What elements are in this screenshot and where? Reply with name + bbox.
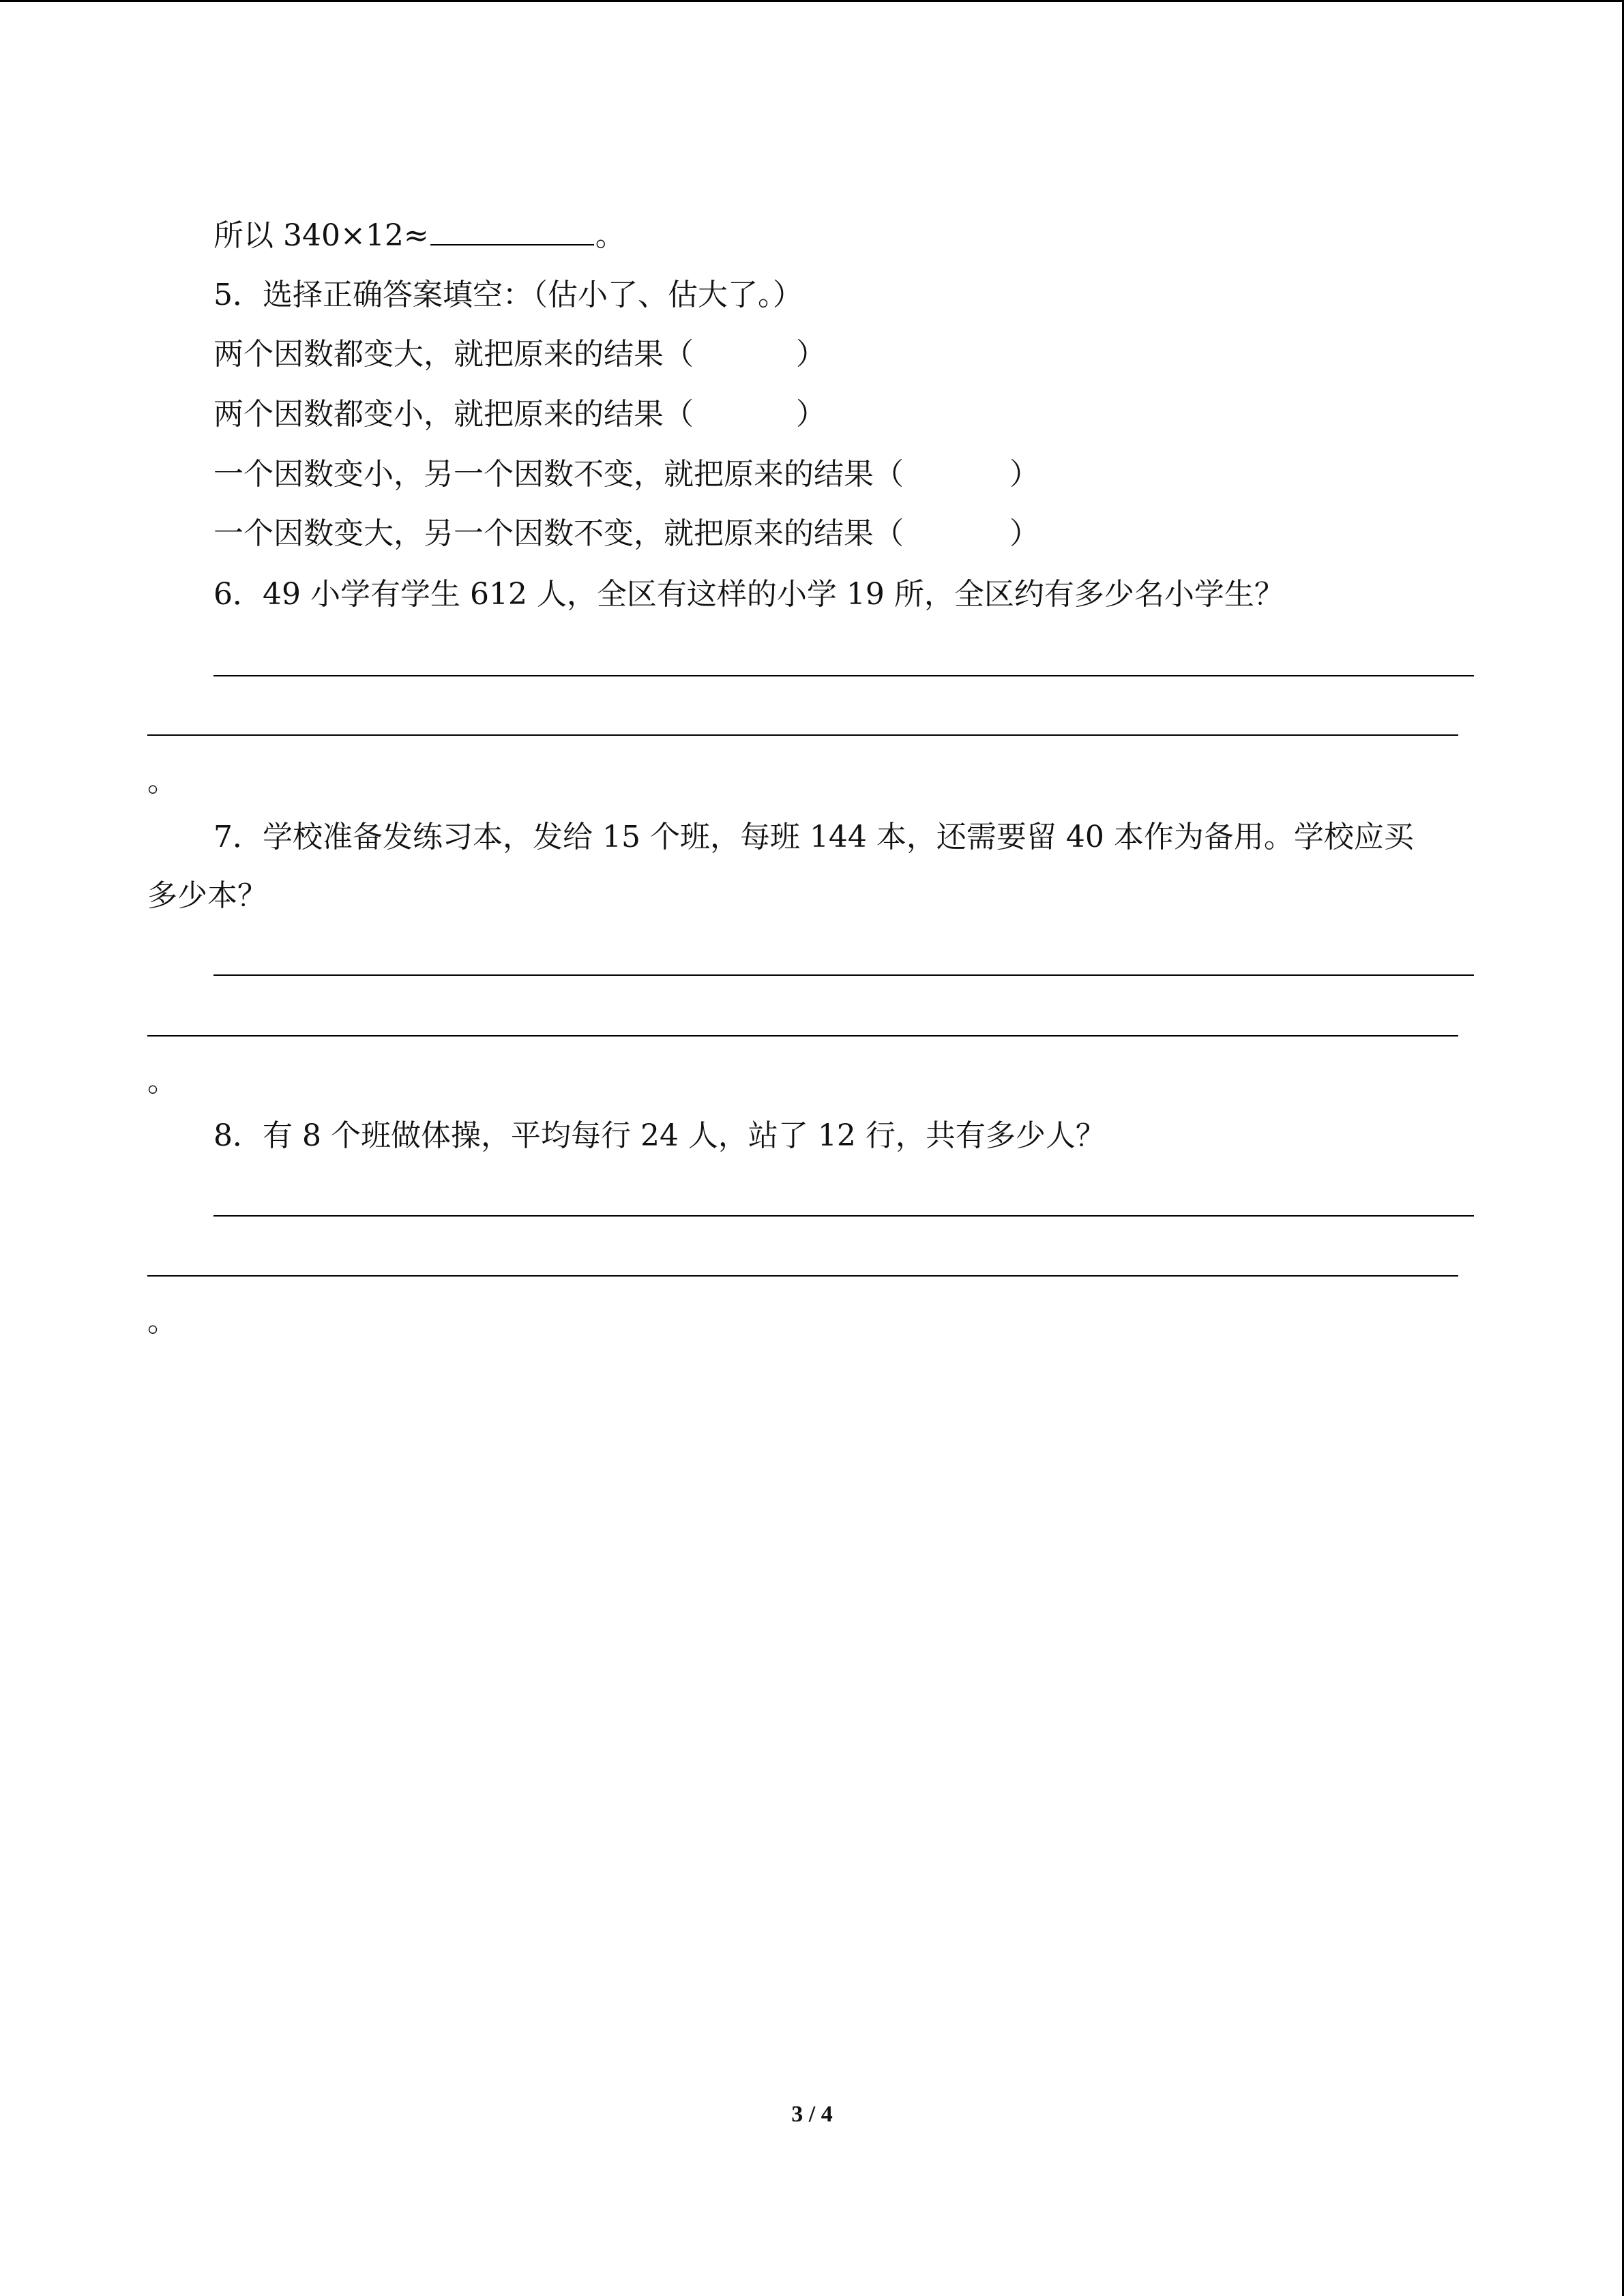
q7-answer-line-2[interactable]: [147, 1035, 1458, 1037]
q5-item-2-text: 两个因数都变小，就把原来的结果（: [213, 397, 694, 432]
q5-item-1-text: 两个因数都变大，就把原来的结果（: [213, 337, 694, 372]
q8-answer-line-1[interactable]: [213, 1215, 1474, 1217]
q4-answer-line: [213, 214, 625, 256]
q7-end-mark: 。: [147, 1064, 177, 1099]
q4-prefix: 所以 340×12≈: [213, 218, 429, 253]
q5-item-4-text: 一个因数变大，另一个因数不变，就把原来的结果（: [213, 516, 904, 551]
q7-answer-line-1[interactable]: [213, 974, 1474, 976]
q6-end-mark: 。: [147, 764, 177, 799]
page-number: 3 / 4: [791, 2102, 833, 2127]
q5-item-4-close: ）: [1009, 516, 1039, 551]
q5-item-4: [213, 513, 1039, 554]
q5-title: 5．选择正确答案填空：（估小了、估大了。）: [213, 278, 803, 312]
q7-question-line-1: 7．学校准备发练习本，发给 15 个班，每班 144 本，还需要留 40 本作为备用。学校应买: [213, 820, 1414, 854]
q8-end-mark: 。: [147, 1304, 177, 1339]
q4-answer-blank[interactable]: [430, 214, 594, 245]
q5-item-1: [213, 334, 826, 375]
q5-item-3: [213, 454, 1039, 495]
q6-answer-line-2[interactable]: [147, 734, 1458, 736]
q5-item-2: [213, 394, 826, 435]
q7-question-line-2: 多少本？: [147, 878, 267, 913]
q5-item-1-close: ）: [796, 337, 826, 372]
q8-answer-line-2[interactable]: [147, 1275, 1458, 1277]
q5-item-3-text: 一个因数变小，另一个因数不变，就把原来的结果（: [213, 457, 904, 492]
page-top-border: [0, 0, 1624, 2]
q5-item-3-close: ）: [1009, 457, 1039, 492]
q4-suffix: 。: [595, 218, 625, 253]
q8-question: 8．有 8 个班做体操，平均每行 24 人，站了 12 行，共有多少人？: [213, 1118, 1106, 1153]
q6-question: 6．49 小学有学生 612 人，全区有这样的小学 19 所，全区约有多少名小学生？: [213, 577, 1284, 612]
q6-answer-line-1[interactable]: [213, 675, 1474, 676]
q5-item-2-close: ）: [796, 397, 826, 432]
